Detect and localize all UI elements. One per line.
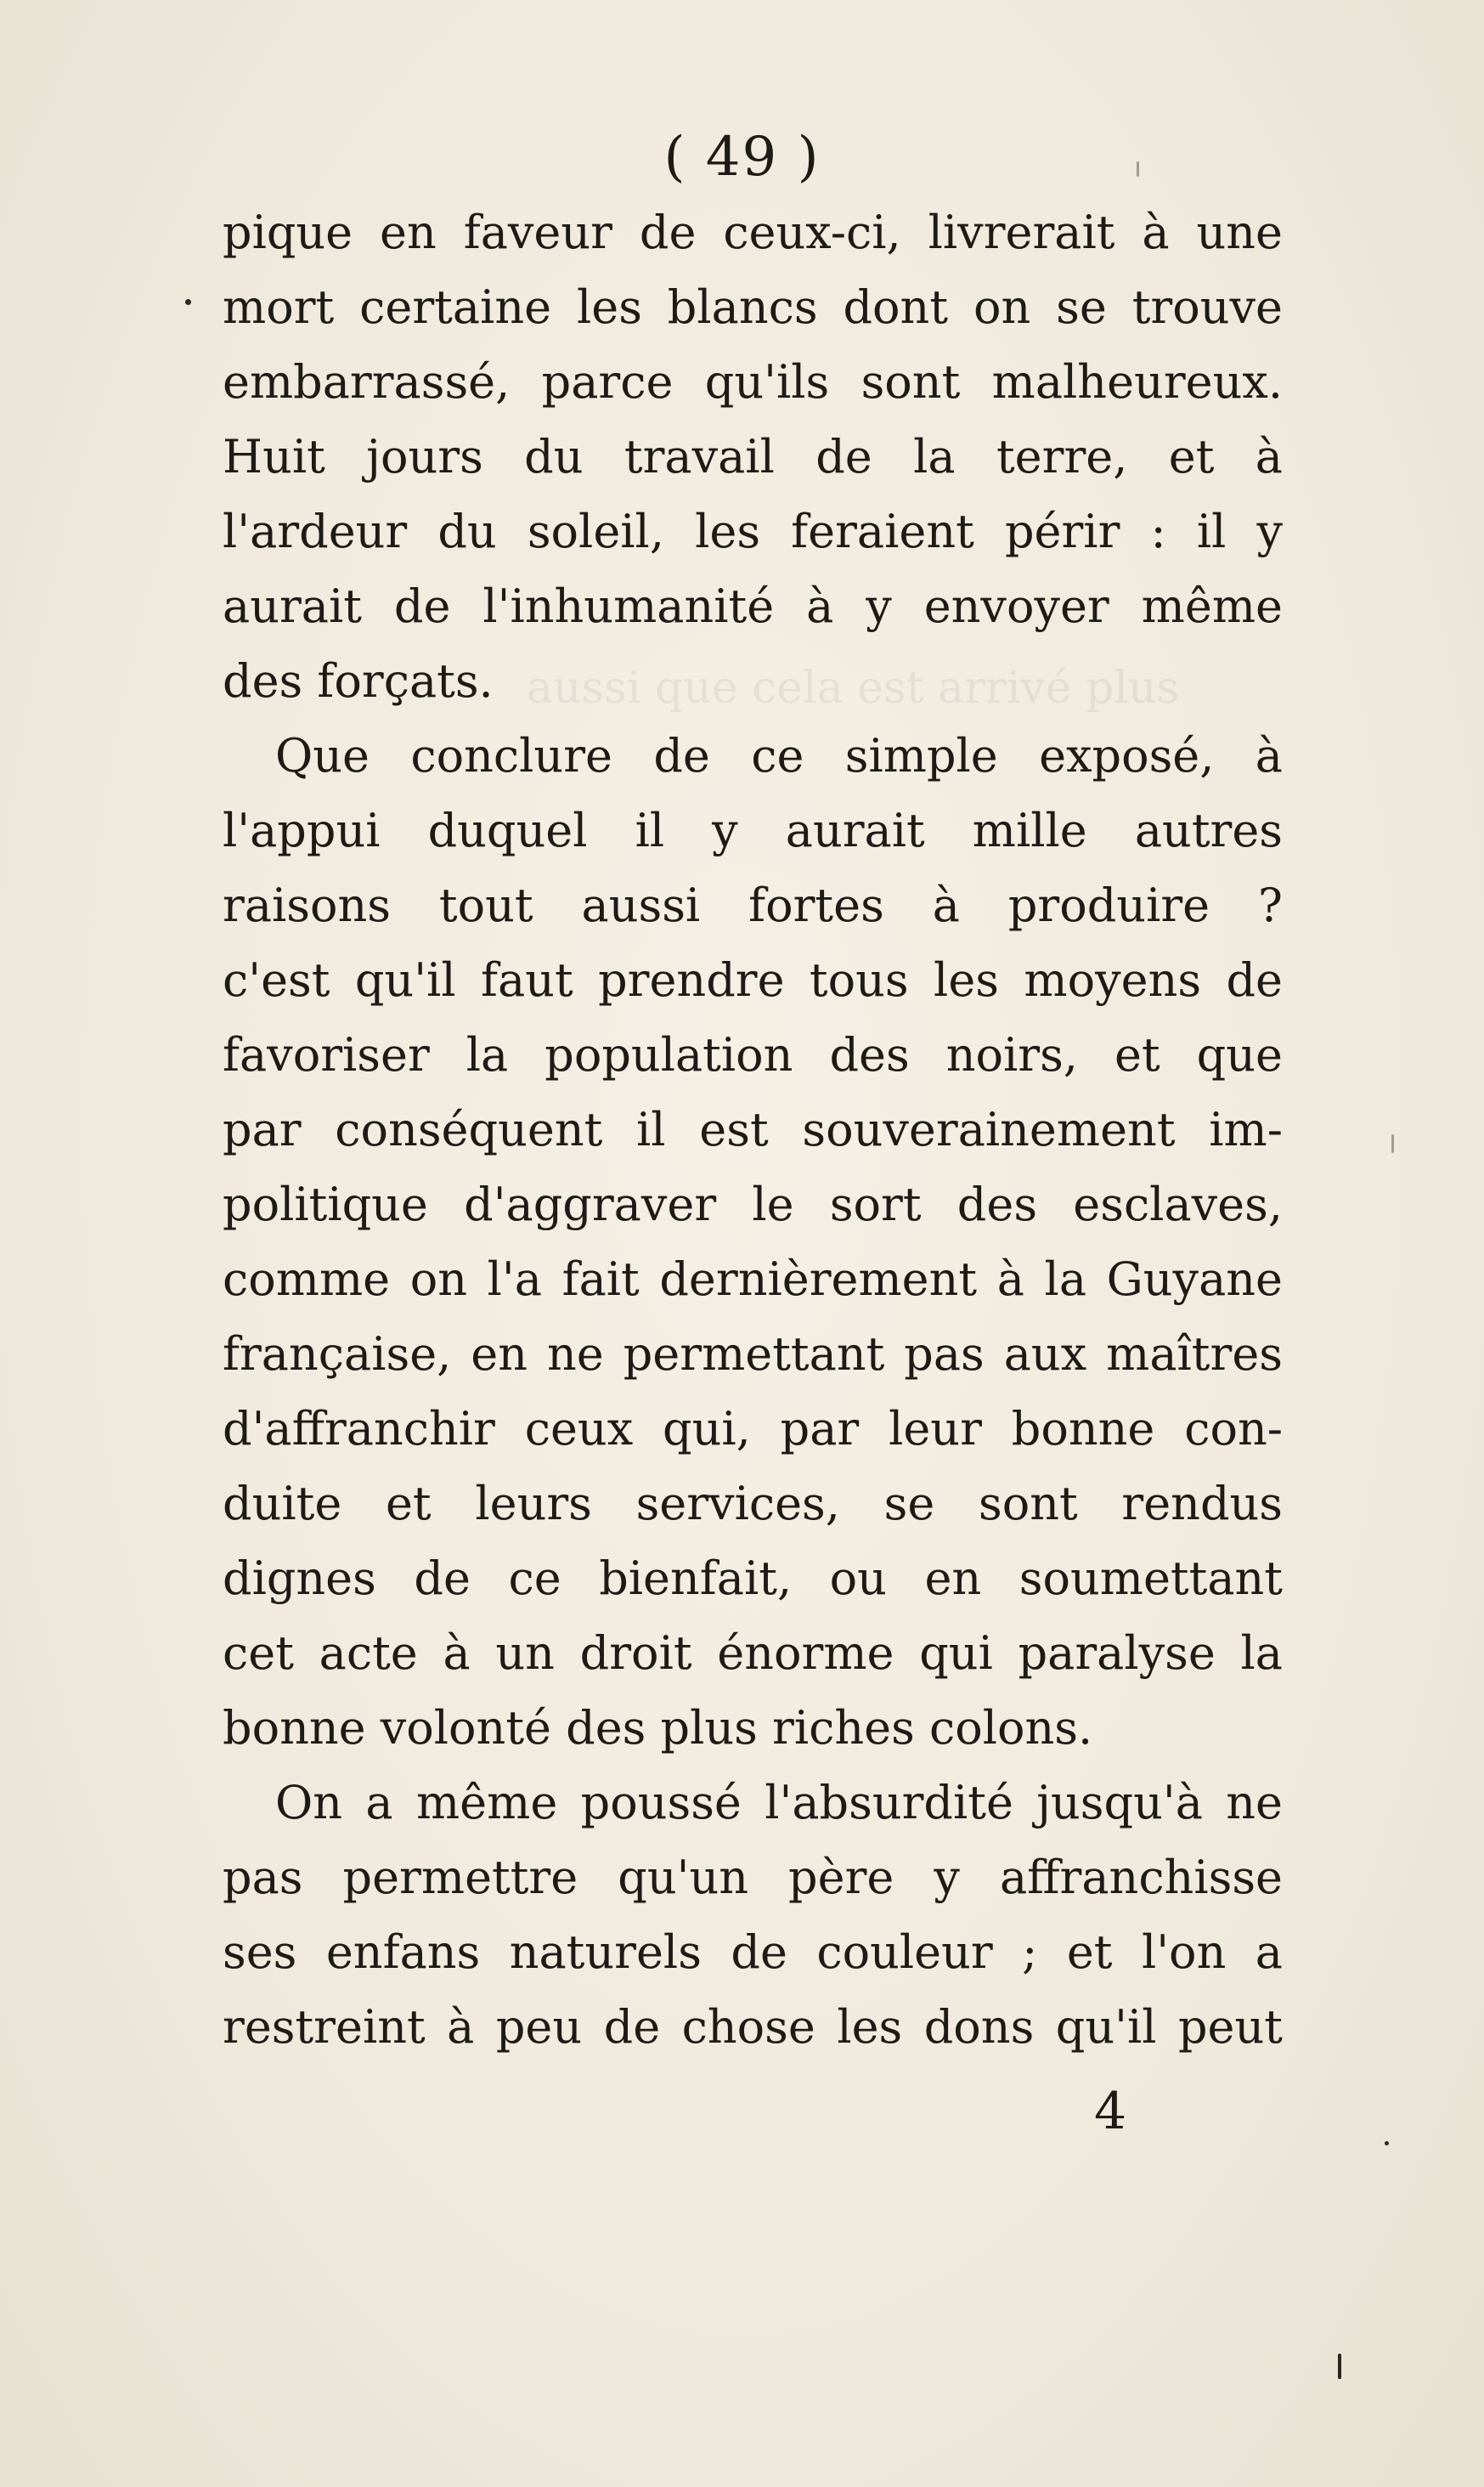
text-line: d'affranchir ceux qui, par leur bonne con- bbox=[223, 1402, 1283, 1455]
paper-speck bbox=[1391, 1134, 1394, 1153]
show-through-text: aussi que cela est arrivé plus bbox=[527, 663, 1180, 714]
text-line: embarrassé, parce qu'ils sont malheureux. bbox=[223, 355, 1283, 409]
text-line: comme on l'a fait dernièrement à la Guyane bbox=[223, 1252, 1283, 1306]
text-line: politique d'aggraver le sort des esclaves, bbox=[223, 1178, 1283, 1231]
text-line: bonne volonté des plus riches colons. bbox=[223, 1701, 1093, 1755]
text-line: duite et leurs services, se sont rendus bbox=[223, 1477, 1283, 1530]
text-line: raisons tout aussi fortes à produire ? bbox=[223, 879, 1283, 932]
signature-mark: 4 bbox=[1094, 2082, 1127, 2141]
text-line: Que conclure de ce simple exposé, à bbox=[275, 729, 1283, 783]
text-line: favoriser la population des noirs, et que bbox=[223, 1028, 1283, 1082]
text-line: c'est qu'il faut prendre tous les moyens de bbox=[223, 953, 1283, 1007]
text-line: mort certaine les blancs dont on se trouve bbox=[223, 280, 1283, 334]
text-line: restreint à peu de chose les dons qu'il peut bbox=[223, 2000, 1283, 2054]
text-line: dignes de ce bienfait, ou en soumettant bbox=[223, 1552, 1283, 1605]
text-line: l'ardeur du soleil, les feraient périr : il y bbox=[223, 505, 1283, 558]
text-line: pique en faveur de ceux-ci, livrerait à une bbox=[223, 206, 1283, 259]
paper-speck bbox=[1137, 161, 1139, 177]
page-number-header: ( 49 ) bbox=[663, 126, 821, 189]
text-line: des forçats. bbox=[223, 654, 494, 708]
text-line: Huit jours du travail de la terre, et à bbox=[223, 430, 1283, 483]
paper-speck bbox=[1385, 2141, 1389, 2145]
paper-speck bbox=[1338, 2354, 1341, 2379]
text-line: française, en ne permettant pas aux maîtres bbox=[223, 1327, 1283, 1381]
paper-speck bbox=[185, 299, 191, 305]
text-line: ses enfans naturels de couleur ; et l'on a bbox=[223, 1925, 1283, 1979]
text-line: pas permettre qu'un père y affranchisse bbox=[223, 1851, 1283, 1904]
text-line: l'appui duquel il y aurait mille autres bbox=[223, 804, 1283, 857]
text-line: cet acte à un droit énorme qui paralyse la bbox=[223, 1626, 1283, 1680]
text-line: par conséquent il est souverainement im- bbox=[223, 1103, 1283, 1156]
text-line: On a même poussé l'absurdité jusqu'à ne bbox=[275, 1776, 1283, 1829]
text-line: aurait de l'inhumanité à y envoyer même bbox=[223, 579, 1283, 633]
body-text bbox=[223, 195, 1283, 2065]
